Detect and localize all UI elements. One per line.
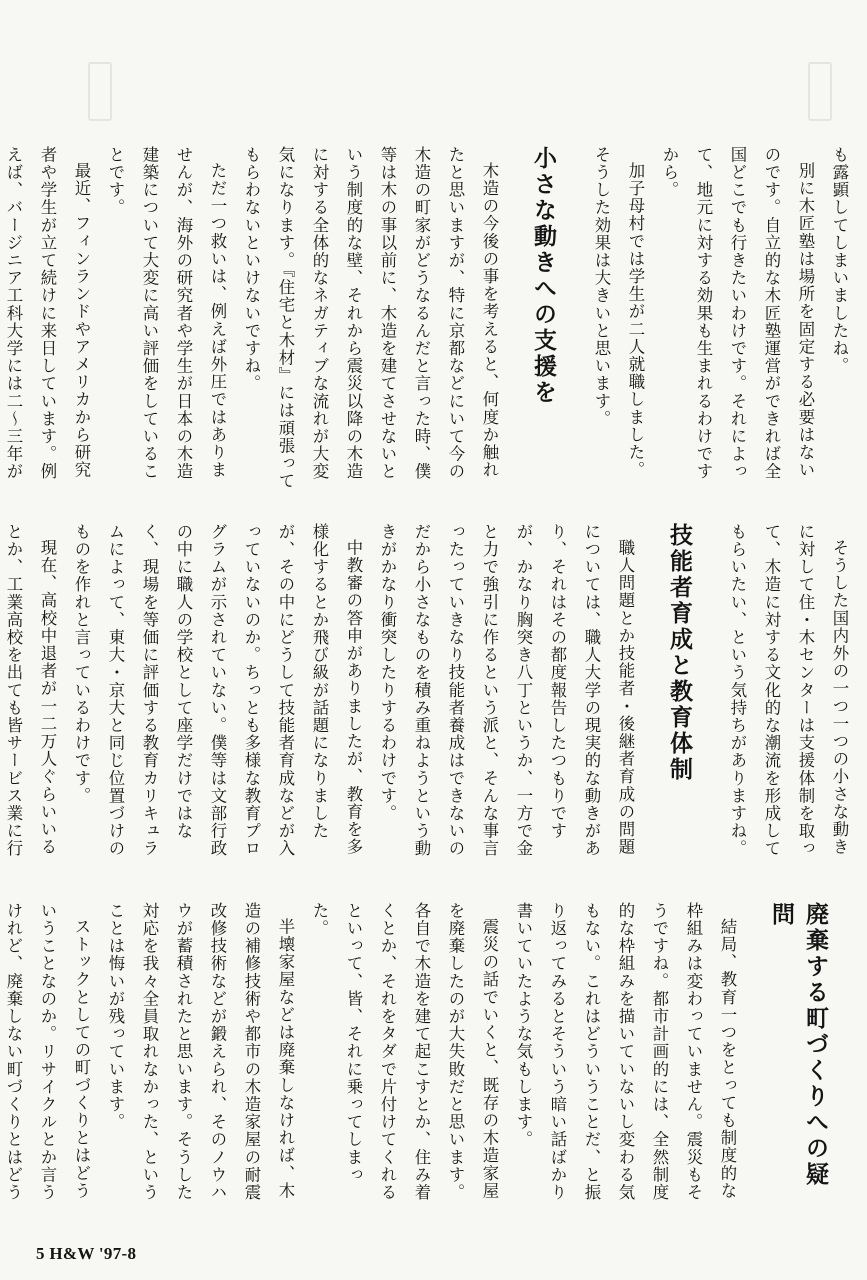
paragraph: 中教審の答申がありましたが、教育を多様化するとか飛び級が話題になりましたが、その中にどうして技能者育成などが入っていないのか。ちっとも多様な教育プログラムが示されていない。僕等は文部行政の中に職人の学校として座学だけではなく、現場を等価に評価する教育カリキュラムによって、東大・京大と同じ位置づけのものを作れと言っているわけです。 (72, 523, 363, 858)
text-tier-middle (4, 523, 856, 868)
page-footer (36, 1244, 136, 1264)
text-tier-bottom (4, 902, 856, 1202)
paragraph: 半壊家屋などは廃棄しなければ、木造の補修技術や都市の木造家屋の耐震改修技術などが鍛えられ、そのノウハウが蓄積されたと思います。そうした対応を我々全員取れなかった、ということは悔いが残っています。 (106, 902, 295, 1202)
text-tier-top (4, 146, 856, 491)
paragraph: も露顕してしまいましたね。 (830, 146, 849, 375)
paragraph: 現在、高校中退者が一二万人ぐらいいるとか、工業高校を出ても皆サービス業に行 (4, 523, 57, 858)
magazine-issue: H&W '97-8 (49, 1244, 137, 1263)
page-number: 5 (36, 1244, 45, 1263)
section-heading-disposal-town-planning: 廃棄する町づくりへの疑問 (768, 902, 828, 1188)
paragraph: 結局、教育一つをとっても制度的な枠組みは変わっていません。震災もそうですね。都市計画的には、全然制度的な枠組みを描いていないし変わる気もない。これはどういうことだ、と振り返ってみるとそういう暗い話ばかり書いていたような気もします。 (514, 902, 737, 1202)
paragraph: 職人問題とか技能者・後継者育成の問題については、職人大学の現実的な動きがあり、それはその都度報告したつもりですが、かなり胸突き八丁というか、一方で金と力で強引に作るという派と、そんな事言ったっていきなり技能者養成はできないのだから小さなものを積み重ねようという動きがかなり衝突したりするわけです。 (378, 523, 635, 858)
faint-bleed-mark-left (88, 62, 112, 121)
paragraph: 加子母村では学生が二人就職しました。そうした効果は大きいと思います。 (592, 146, 645, 480)
paragraph: ストックとしての町づくりとはどういうことなのか。リサイクルとか言うけれど、廃棄しない町づくりとはどう (4, 902, 91, 1202)
section-heading-skills-education: 技能者育成と教育体制 (666, 523, 692, 783)
paragraph: ただ一つ救いは、例えば外圧ではありませんが、海外の研究者や学生が日本の木造建築について大変に高い評価をしていることです。 (106, 146, 227, 481)
paragraph: そうした国内外の一つ一つの小さな動きに対して住・木センターは支援体制を取って、木造に対する文化的な潮流を形成してもらいたい、という気持ちがありますね。 (728, 523, 849, 858)
paragraph: 震災の話でいくと、既存の木造家屋を廃棄したのが大失敗だと思います。各自で木造を建て起こすとか、住み着くとか、それをタダで片付けてくれるといって、皆、それに乗ってしまった。 (310, 902, 499, 1202)
paragraph: 木造の今後の事を考えると、何度か触れたと思いますが、特に京都などにいて今の木造の町家がどうなるんだと言った時、僕等は木の事以前に、木造を建てさせないという制度的な壁、それから震災以降の木造に対する全体的なネガティブな流れが大変気になります。『住宅と木材』には頑張ってもらわないといけないですね。 (242, 146, 499, 490)
paragraph: 最近、フィンランドやアメリカから研究者や学生が立て続けに来日しています。例えば、バージニア工科大学には二〜三年が (4, 146, 91, 481)
paragraph: 別に木匠塾は場所を固定する必要はないのです。自立的な木匠塾運営ができれば全国どこでも行きたいわけです。それによって、地元に対する効果も生まれるわけですから。 (660, 146, 815, 481)
section-heading-small-movements: 小さな動きへの支援を (530, 146, 556, 406)
faint-bleed-mark-right (808, 62, 832, 121)
